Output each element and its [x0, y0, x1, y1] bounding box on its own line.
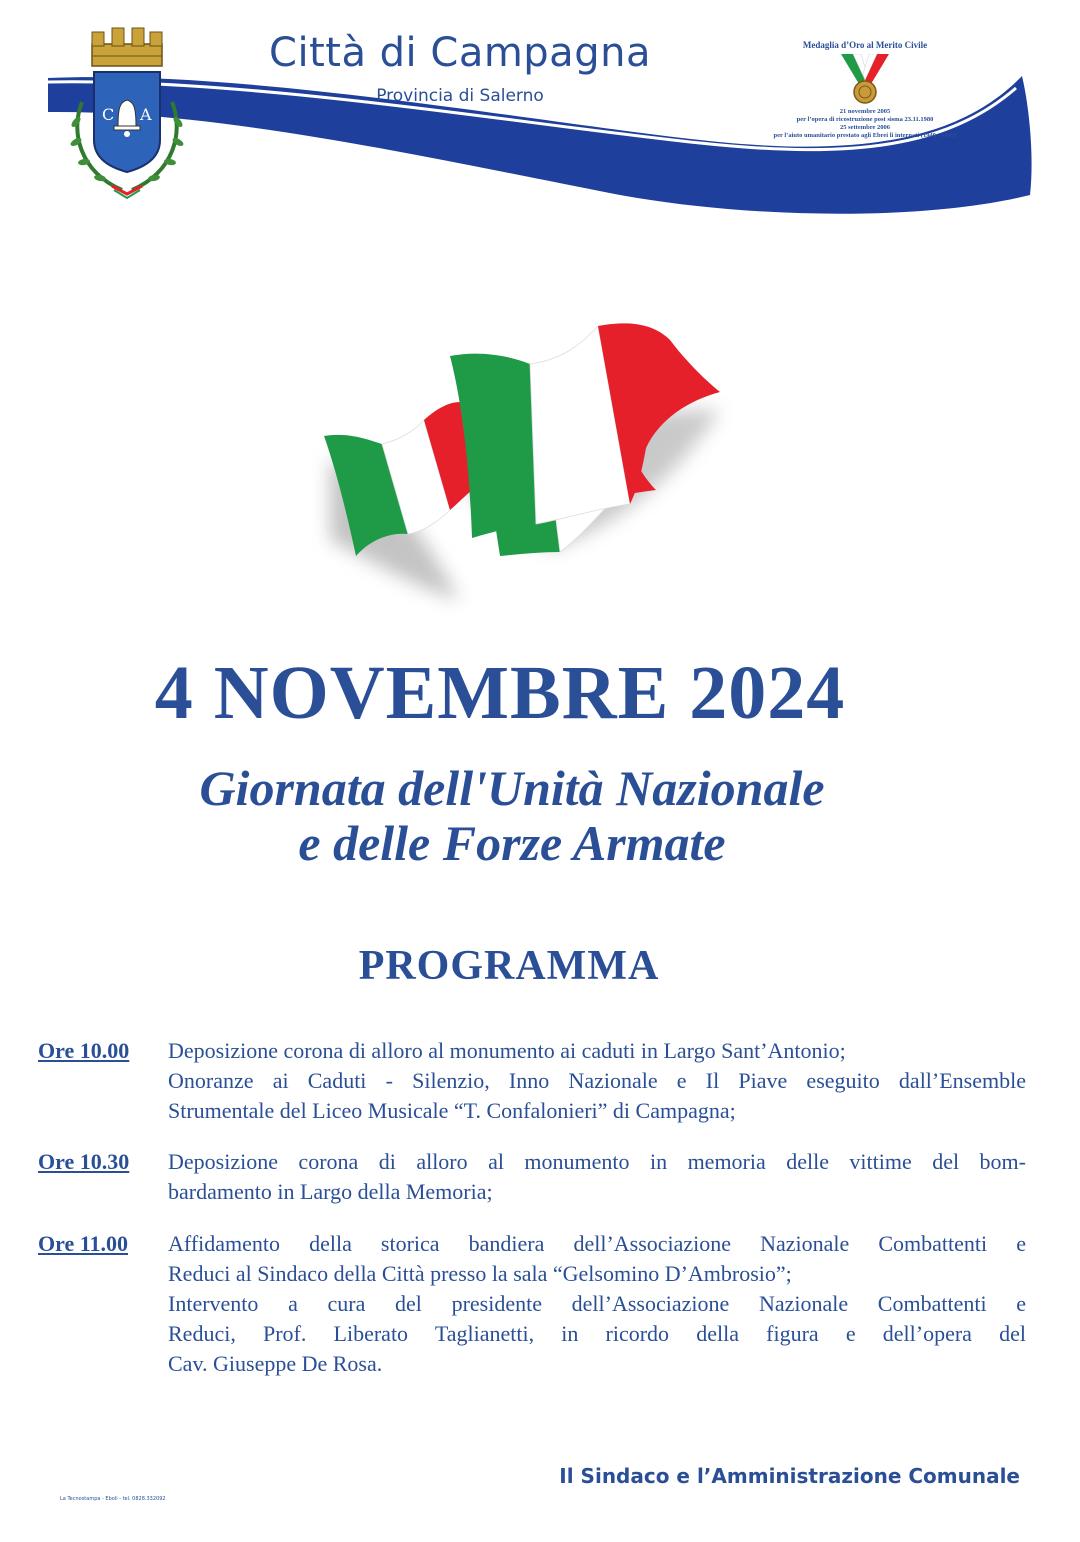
program-time: Ore 10.00 [38, 1038, 130, 1063]
program-line: Deposizione corona di alloro al monumento in memoria delle vittime del bom- [168, 1149, 1026, 1174]
program-line: Strumentale del Liceo Musicale “T. Confalonieri” di Campagna; [168, 1098, 736, 1123]
program-line: Reduci, Prof. Liberato Taglianetti, in ricordo della figura e dell’opera del [168, 1321, 1026, 1346]
program-description [168, 1147, 1026, 1207]
medal-line: 21 novembre 2005 [839, 108, 891, 115]
program-line: Intervento a cura del presidente dell’Associazione Nazionale Combattenti e [168, 1291, 1026, 1316]
city-title: Città di Campagna [269, 30, 651, 76]
program-description [168, 1229, 1026, 1379]
program-item [38, 1147, 1026, 1207]
event-subtitle-line-2: e delle Forze Armate [298, 815, 726, 871]
medal-line: 25 settembre 2006 [839, 124, 891, 131]
program-heading: PROGRAMMA [358, 943, 660, 989]
program-line: Cav. Giuseppe De Rosa. [168, 1351, 383, 1376]
medal-line: per l’aiuto umanitario prestato agli Ebrei li internati (1940 - 1943) [773, 132, 957, 139]
province-subtitle: Provincia di Salerno [376, 86, 544, 106]
event-subtitle-line-1: Giornata dell'Unità Nazionale [199, 760, 825, 816]
program-item [38, 1229, 1026, 1379]
program-description [168, 1036, 1026, 1126]
program-line: Affidamento della storica bandiera dell’Associazione Nazionale Combattenti e [168, 1231, 1026, 1256]
program-time: Ore 10.30 [38, 1149, 130, 1174]
italian-flags-icon [300, 300, 760, 620]
program-time: Ore 11.00 [38, 1231, 129, 1256]
medal-icon [835, 54, 895, 106]
svg-text:C: C [102, 105, 115, 124]
svg-text:A: A [140, 105, 152, 124]
program-line: Deposizione corona di alloro al monumento ai caduti in Largo Sant’Antonio; [168, 1038, 846, 1063]
program-line: Reduci al Sindaco della Città presso la sala “Gelsomino D’Ambrosio”; [168, 1261, 792, 1286]
medal-info [740, 40, 990, 140]
medal-line: per l’opera di ricostruzione post sisma 23.11.1980 [796, 116, 934, 123]
program-line: Onoranze ai Caduti - Silenzio, Inno Nazionale e Il Piave eseguito dall’Ensemble [168, 1068, 1026, 1093]
medal-title: Medaglia d’Oro al Merito Civile [802, 40, 928, 50]
event-date-title: 4 NOVEMBRE 2024 [154, 651, 846, 735]
coat-of-arms-icon [62, 22, 192, 202]
signature: Il Sindaco e l’Amministrazione Comunale [559, 1464, 1020, 1488]
program-line: bardamento in Largo della Memoria; [168, 1179, 493, 1204]
program-item [38, 1036, 1026, 1126]
printer-credit: La Tecnostampa - Eboli - tel. 0828.332092 [60, 1496, 166, 1502]
